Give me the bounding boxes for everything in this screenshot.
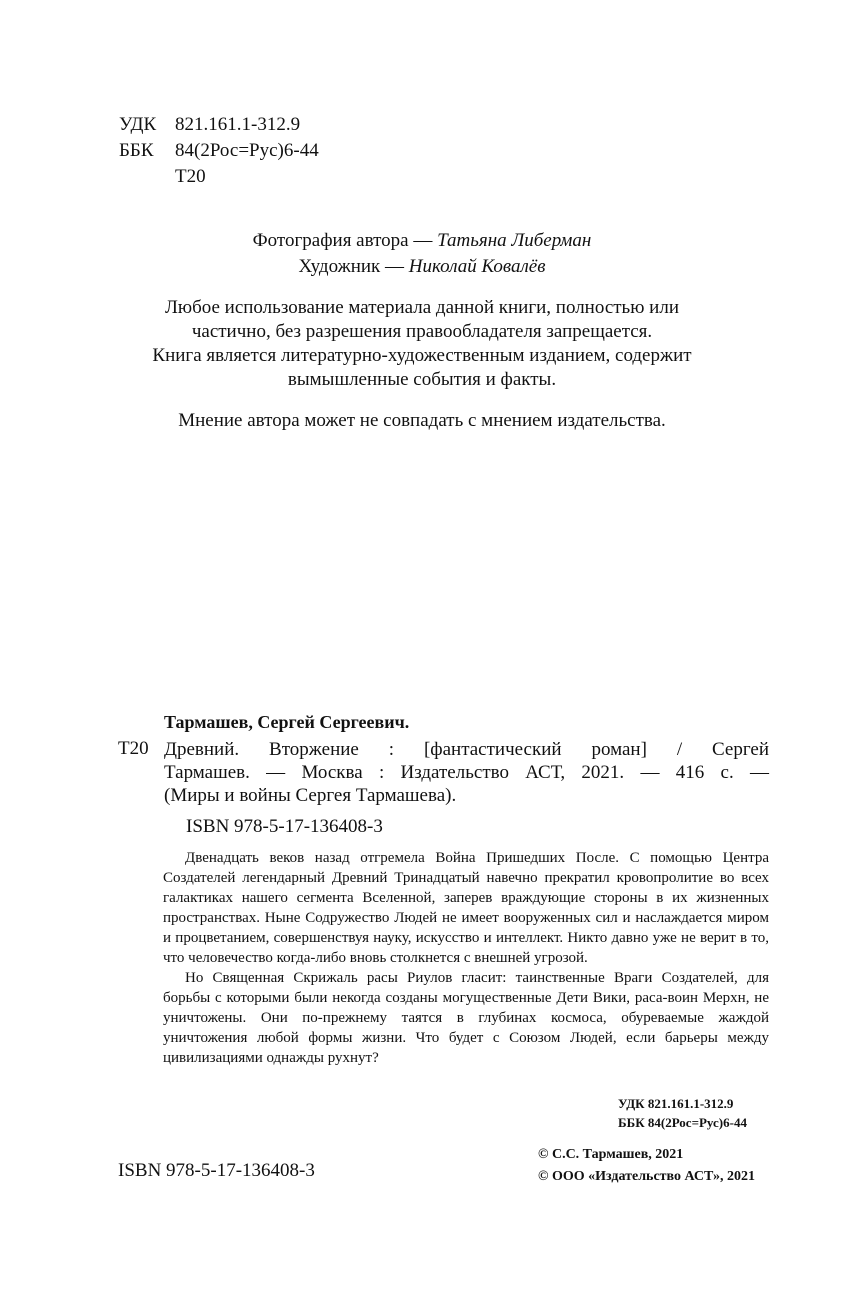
catalog-code: Т20 [118, 738, 149, 759]
copyright-publisher: © ООО «Издательство АСТ», 2021 [538, 1169, 756, 1184]
catalog-bbk: ББК 84(2Рос=Рус)6-44 [618, 1115, 747, 1130]
author-mark: Т20 [175, 166, 206, 187]
photo-credit-label: Фотография автора — [252, 230, 433, 251]
photo-credit-name: Татьяна Либерман [437, 230, 592, 251]
notice-line: Книга является литературно-художественным изданием, содержит [152, 345, 692, 366]
description-line: (Миры и войны Сергея Тармашева). [164, 785, 457, 806]
catalog-description [164, 738, 769, 761]
catalog-isbn: ISBN 978-5-17-136408-3 [186, 816, 383, 837]
bbk-label: ББК [119, 140, 154, 161]
artist-credit-name: Николай Ковалёв [408, 256, 546, 277]
usage-notice [80, 296, 764, 392]
description-line: Древний. Вторжение : [фантастический роман] / Сергей [164, 739, 769, 760]
abstract-paragraph: Но Священная Скрижаль расы Риулов гласит: таинственные Враги Создателей, для борьбы с которыми были некогда созданы могущественные Дети Вики, раса-воин Мерхн, не уничтожены. Они по-прежнему таятся в глубинах космоса, обуреваемые жаждой уничтожения любой формы жизни. Что будет с Союзом Людей, если барьеры между цивилизациями однажды рухнут? [163, 970, 769, 1066]
udk-label: УДК [119, 114, 157, 135]
opinion-notice: Мнение автора может не совпадать с мнением издательства. [178, 410, 666, 431]
notice-line: вымышленные события и факты. [287, 369, 557, 390]
notice-line: Любое использование материала данной книги, полностью или [165, 297, 679, 318]
copyright-author: © С.С. Тармашев, 2021 [538, 1147, 684, 1162]
bbk-value: 84(2Рос=Рус)6-44 [175, 140, 319, 161]
abstract-paragraph: Двенадцать веков назад отгремела Война Пришедших После. С помощью Центра Создателей легендарный Древний Тринадцатый навечно прекратил кровопролитие во всех галактиках нашего сегмента Вселенной, заперев враждующие стороны в их жизненных пространствах. Ныне Содружество Людей не имеет вооруженных сил и наслаждается миром и процветанием, совершенствуя науку, искусство и интеллект. Никто давно уже не верит в то, что человечество когда-либо вновь столкнется с внешней угрозой. [163, 850, 769, 966]
bbk-line [119, 138, 319, 164]
photo-credit [0, 230, 844, 252]
artist-credit-label: Художник — [298, 256, 405, 277]
catalog-udk: УДК 821.161.1-312.9 [618, 1096, 734, 1111]
book-abstract [163, 848, 769, 1068]
description-line: Тармашев. — Москва : Издательство АСТ, 2021. — 416 с. — [164, 762, 769, 783]
udk-line [119, 112, 300, 138]
catalog-description-cont [164, 761, 769, 807]
notice-line: частично, без разрешения правообладателя запрещается. [191, 321, 653, 342]
catalog-author-heading: Тармашев, Сергей Сергеевич. [164, 712, 410, 732]
udk-value: 821.161.1-312.9 [175, 114, 301, 135]
artist-credit [0, 256, 844, 278]
footer-isbn: ISBN 978-5-17-136408-3 [118, 1160, 315, 1181]
